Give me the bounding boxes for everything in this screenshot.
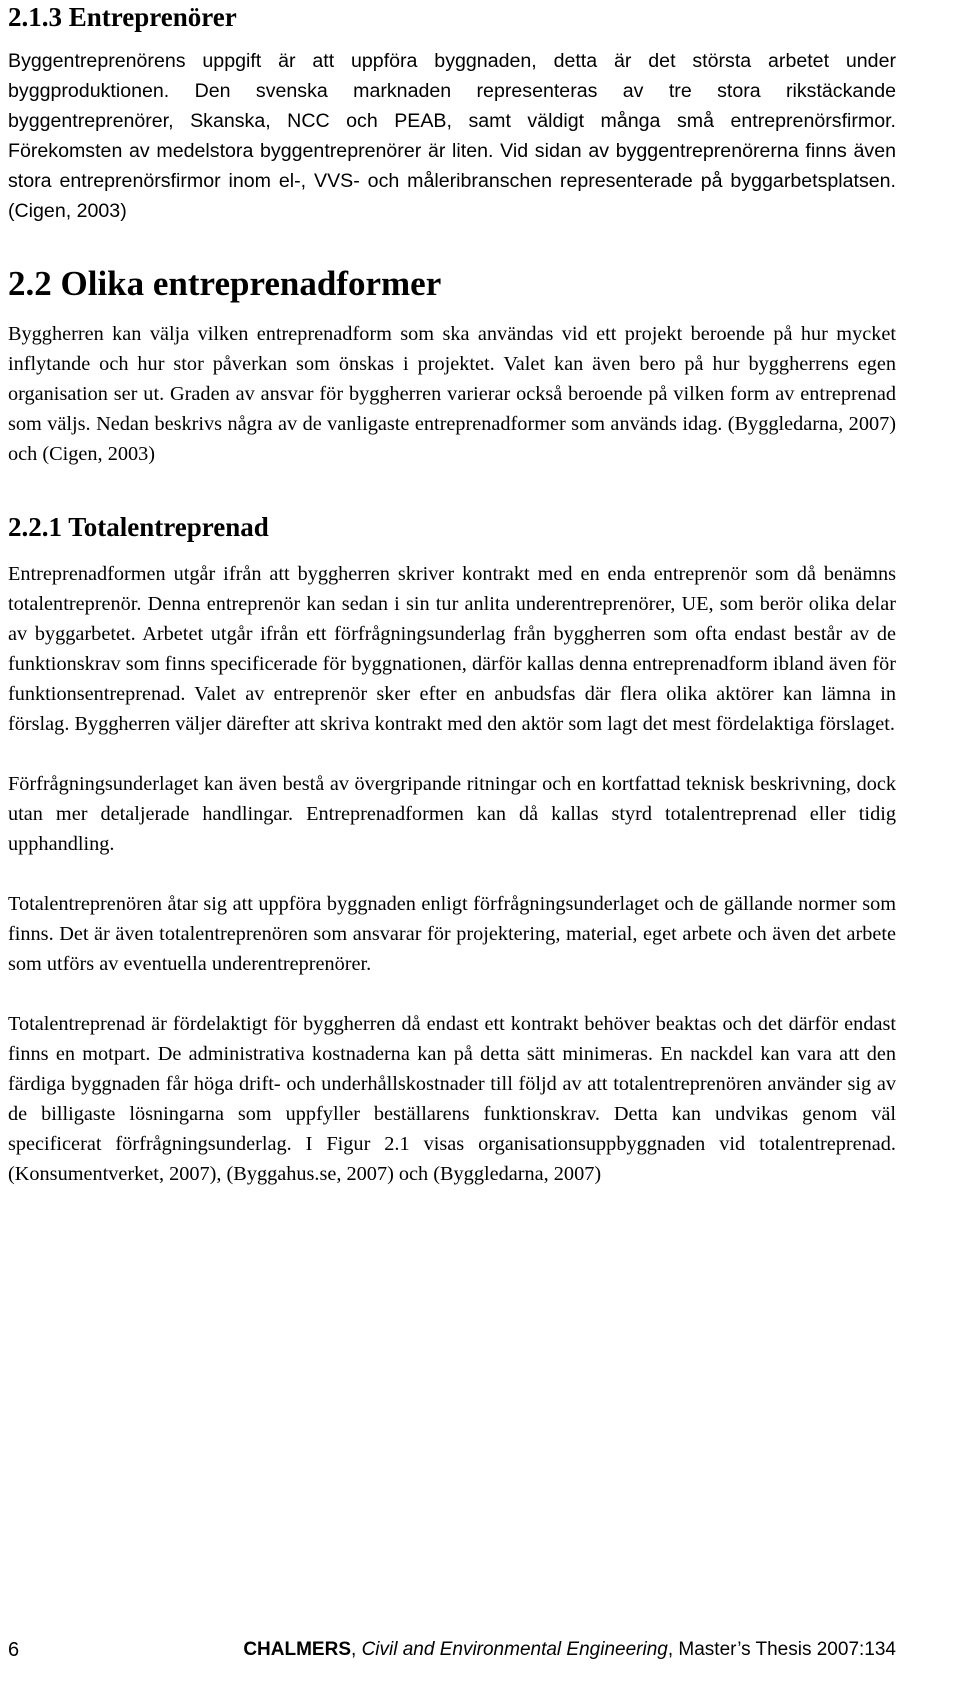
footer-org: CHALMERS: [243, 1639, 351, 1660]
paragraph: Förfrågningsunderlaget kan även bestå av övergripande ritningar och en kortfattad teknisk beskrivning, dock utan mer detaljerade handlingar. Entreprenadformen kan då kallas styrd totalentreprenad eller tidig upphandling.: [8, 773, 896, 855]
paragraph: Totalentreprenad är fördelaktigt för byggherren då endast ett kontrakt behöver beaktas och det därför endast finns en motpart. De administrativa kostnaderna kan på detta sätt minimeras. En nackdel kan vara att den färdiga byggnaden får höga drift- och underhållskostnader till följd av att totalentreprenören använder sig av de billigaste lösningarna som uppfyller beställarens funktionskrav. Detta kan undvikas genom väl specificerat förfrågningsunderlag. I Figur 2.1 visas organisationsuppbyggnaden vid totalentreprenad. (Konsumentverket, 2007), (Byggahus.se, 2007) och (Byggledarna, 2007): [8, 1013, 896, 1185]
footer-department: Civil and Environmental Engineering: [361, 1639, 668, 1660]
paragraph: Entreprenadformen utgår ifrån att byggherren skriver kontrakt med en enda entreprenör som då benämns totalentreprenör. Denna entreprenör kan sedan i sin tur anlita underentreprenörer, UE, som berör olika delar av byggarbetet. Arbetet utgår ifrån ett förfrågningsunderlag från byggherren som ofta endast består av de funktionskrav som finns specificerade för byggnationen, därför kallas denna entreprenadform ibland även för funktionsentreprenad. Valet av entreprenör sker efter en anbudsfas där flera olika aktörer kan lämna in förslag. Byggherren väljer därefter att skriva kontrakt med den aktör som lagt det mest fördelaktiga förslaget.: [8, 563, 896, 735]
footer-separator: ,: [351, 1639, 362, 1660]
section-heading-totalentreprenad: 2.2.1 Totalentreprenad: [8, 512, 269, 542]
paragraph: Byggentreprenörens uppgift är att uppföra byggnaden, detta är det största arbetet under byggproduktionen. Den svenska marknaden representeras av tre stora rikstäckande byggentreprenörer, Skanska, NCC och PEAB, samt väldigt många små entreprenörsfirmor. Förekomsten av medelstora byggentreprenörer är liten. Vid sidan av byggentreprenörerna finns även stora entreprenörsfirmor inom el-, VVS- och måleribranschen representerade på byggarbetsplatsen. (Cigen, 2003): [8, 50, 896, 222]
section-heading-entreprenorer: 2.1.3 Entreprenörer: [8, 2, 237, 32]
footer-citation: [243, 1632, 896, 1668]
paragraph: Byggherren kan välja vilken entreprenadform som ska användas vid ett projekt beroende på hur mycket inflytande och hur stor påverkan som önskas i projektet. Valet kan även bero på hur byggherrens egen organisation ser ut. Graden av ansvar för byggherren varierar också beroende på vilken form av entreprenad som väljs. Nedan beskrivs några av de vanligaste entreprenadformer som används idag. (Byggledarna, 2007) och (Cigen, 2003): [8, 323, 896, 465]
page-number: 6: [8, 1639, 20, 1661]
footer-thesis: , Master’s Thesis 2007:134: [667, 1639, 896, 1660]
page-footer: [8, 1632, 896, 1668]
paragraph: Totalentreprenören åtar sig att uppföra byggnaden enligt förfrågningsunderlaget och de gällande normer som finns. Det är även totalentreprenören som ansvarar för projektering, material, eget arbete och även det arbete som utförs av eventuella underentreprenörer.: [8, 893, 896, 975]
document-page: [8, 0, 896, 1189]
section-heading-entreprenadformer: 2.2 Olika entreprenadformer: [8, 264, 442, 303]
